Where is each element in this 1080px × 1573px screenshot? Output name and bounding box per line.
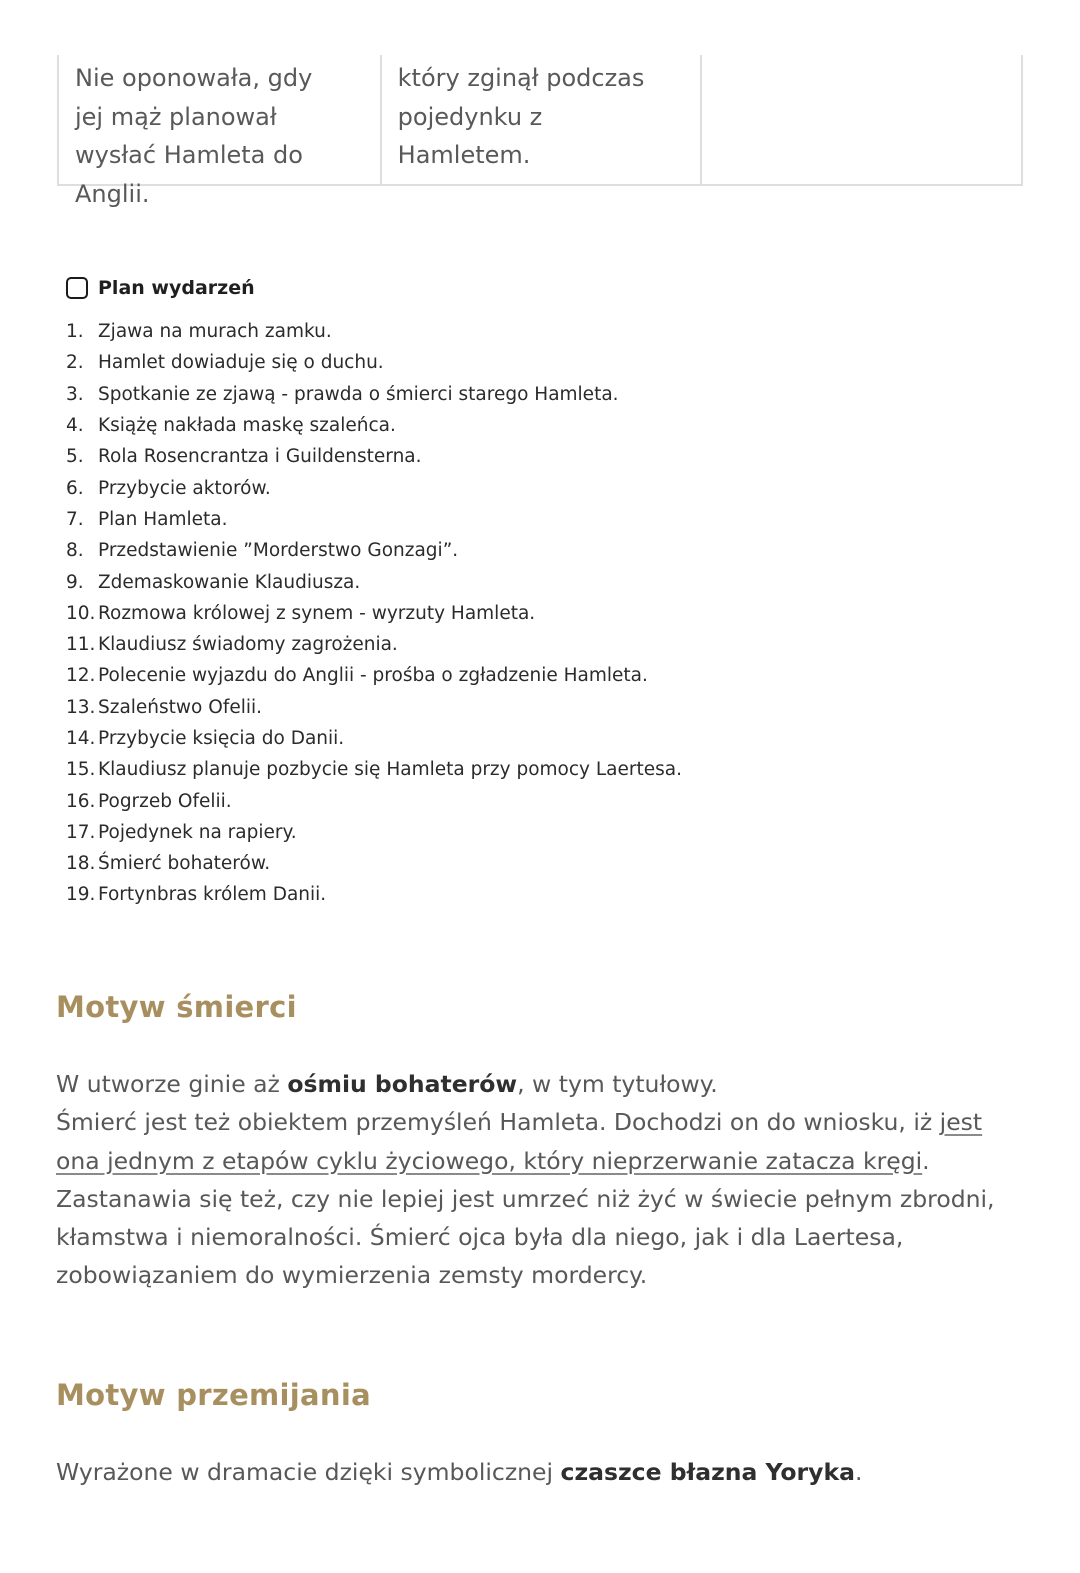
plan-item-text: Rozmowa królowej z synem - wyrzuty Hamleta. [98, 602, 536, 624]
event-plan-list [66, 316, 682, 911]
plan-item [66, 848, 682, 879]
plan-item-number: 12. [66, 665, 96, 687]
death-paragraph-line-2 [56, 1103, 1026, 1294]
plan-item-number: 9. [66, 571, 84, 593]
text-run: W utworze ginie aż [56, 1070, 288, 1098]
plan-item [66, 472, 682, 503]
plan-item-number: 11. [66, 634, 96, 656]
plan-item [66, 535, 682, 566]
text-run: . [854, 1458, 863, 1486]
plan-item-text: Klaudiusz planuje pozbycie się Hamleta przy pomocy Laertesa. [98, 759, 682, 781]
plan-item-text: Książę nakłada maskę szaleńca. [98, 415, 396, 437]
plan-item-number: 17. [66, 821, 96, 843]
plan-item-text: Zjawa na murach zamku. [98, 321, 332, 343]
plan-item [66, 316, 682, 347]
plan-item [66, 347, 682, 378]
table-cell-line: wysłać Hamleta do [75, 141, 303, 169]
text-run: Wyrażone w dramacie dzięki symbolicznej [56, 1458, 561, 1486]
underlined-text: jest ona jednym z etapów cyklu życiowego, który nieprzerwanie zatacza kręgi [56, 1108, 983, 1175]
plan-todo [66, 277, 255, 299]
plan-item [66, 754, 682, 785]
plan-item-number: 15. [66, 759, 96, 781]
passing-motif-heading: Motyw przemijania [56, 1378, 371, 1412]
plan-item-text: Fortynbras królem Danii. [98, 884, 327, 906]
plan-item-number: 7. [66, 508, 84, 530]
death-paragraph-line-1 [56, 1065, 1026, 1103]
plan-item-text: Spotkanie ze zjawą - prawda o śmierci starego Hamleta. [98, 383, 619, 405]
bold-text: czaszce błazna Yoryka [560, 1458, 855, 1486]
plan-item-text: Przybycie aktorów. [98, 477, 271, 499]
plan-item-text: Hamlet dowiaduje się o duchu. [98, 352, 384, 374]
plan-item-text: Zdemaskowanie Klaudiusza. [98, 571, 361, 593]
plan-item-number: 13. [66, 696, 96, 718]
plan-item-text: Plan Hamleta. [98, 508, 228, 530]
character-table-fragment [57, 55, 1023, 208]
plan-item [66, 566, 682, 597]
plan-item-number: 5. [66, 446, 84, 468]
plan-item-text: Klaudiusz świadomy zagrożenia. [98, 634, 398, 656]
plan-item-number: 3. [66, 383, 84, 405]
table-cell-line: Nie oponowała, gdy [75, 64, 313, 92]
plan-item [66, 817, 682, 848]
table-cell-line: Hamletem. [397, 141, 531, 169]
passing-motif-paragraph [56, 1453, 1026, 1491]
death-motif-heading: Motyw śmierci [56, 990, 297, 1024]
plan-item [66, 692, 682, 723]
plan-item-text: Polecenie wyjazdu do Anglii - prośba o zgładzenie Hamleta. [98, 665, 648, 687]
plan-item-text: Śmierć bohaterów. [98, 853, 271, 875]
plan-item-text: Szaleństwo Ofelii. [98, 696, 263, 718]
text-run: , w tym tytułowy. [517, 1070, 718, 1098]
plan-item-text: Pojedynek na rapiery. [98, 821, 297, 843]
text-run: . Zastanawia się też, czy nie lepiej jest umrzeć niż żyć w świecie pełnym zbrodni, kłamstwa i niemoralności. Śmierć ojca była dla niego, jak i dla Laertesa, zobowiązaniem do wymierzenia zemsty mordercy. [56, 1146, 995, 1290]
table-cell-line: Anglii. [75, 179, 150, 208]
plan-item-number: 1. [66, 321, 84, 343]
plan-item-number: 6. [66, 477, 84, 499]
plan-item [66, 441, 682, 472]
plan-item-text: Przedstawienie ”Morderstwo Gonzagi”. [98, 540, 459, 562]
death-motif-paragraph [56, 1065, 1026, 1295]
plan-item [66, 379, 682, 410]
plan-item [66, 629, 682, 660]
text-run: Śmierć jest też obiektem przemyśleń Hamleta. Dochodzi on do wniosku, iż [56, 1108, 940, 1137]
plan-item-number: 4. [66, 415, 84, 437]
plan-item [66, 879, 682, 910]
plan-item-number: 16. [66, 790, 96, 812]
table-cell-col1 [59, 55, 380, 208]
plan-item-number: 8. [66, 540, 84, 562]
plan-item [66, 598, 682, 629]
plan-item-number: 14. [66, 728, 96, 749]
checkbox[interactable] [66, 277, 88, 299]
plan-item-number: 18. [66, 853, 96, 875]
plan-item [66, 723, 682, 754]
plan-item [66, 785, 682, 816]
plan-title: Plan wydarzeń [98, 277, 255, 299]
table-cell-line: który zginął podczas [397, 64, 645, 92]
plan-item [66, 660, 682, 691]
table-cell-line: jej mąż planował [75, 102, 277, 131]
bold-text: ośmiu bohaterów [287, 1070, 518, 1098]
plan-item-text: Pogrzeb Ofelii. [98, 790, 232, 812]
plan-item [66, 410, 682, 441]
plan-item-number: 10. [66, 602, 96, 624]
plan-item-number: 2. [66, 352, 84, 374]
table-cell-line: pojedynku z [397, 102, 543, 131]
table-cell-col2 [380, 55, 701, 184]
plan-item-text: Rola Rosencrantza i Guildensterna. [98, 446, 422, 468]
plan-item-text: Przybycie księcia do Danii. [98, 728, 345, 749]
table-cell-col3 [700, 55, 1021, 184]
plan-item [66, 504, 682, 535]
plan-item-number: 19. [66, 884, 96, 906]
